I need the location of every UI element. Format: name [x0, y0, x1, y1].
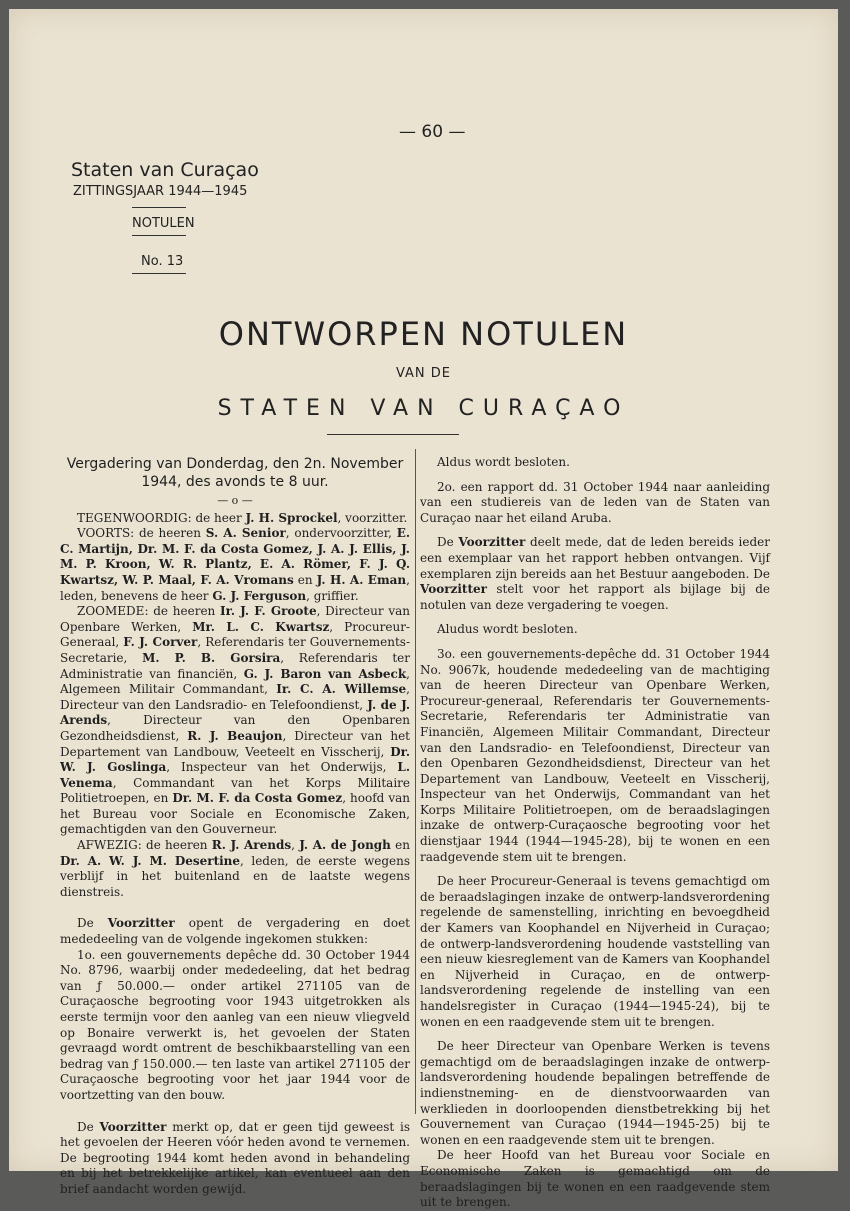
page-number: — 60 — — [399, 122, 466, 142]
document-page — [9, 9, 838, 1210]
column-divider — [415, 449, 416, 1114]
also-attending-paragraph: ZOOMEDE: de heeren Ir. J. F. Groote, Directeur van Openbare Werken, Mr. L. C. Kwartsz, Procureur-Generaal, F. J. Corver, Referendaris ter Gouvernements-Secretarie, M. P. B. Gorsira, Referendaris ter Administratie van financiën, G. J. Baron van Asbeck, Algemeen Militair Commandant, Ir. C. A. Willemse, Directeur van den Landsradio- en Telefoondienst, J. de J. Arends, Directeur van den Openbaren Gezondheidsdienst, R. J. Beaujon, Directeur van het Departement van Landbouw, Veeteelt en Visscherij, Dr. W. J. Goslinga, Inspecteur van het Onderwijs, L. Venema, Commandant van het Korps Militaire Politietroepen, en Dr. M. F. da Costa Gomez, hoofd van het Bureau voor Sociale en Economische Zaken, gemachtigden van den Gouverneur. — [60, 604, 411, 837]
issue-number: No. 13 — [141, 254, 184, 269]
header-title: Staten van Curaçao — [71, 159, 259, 181]
procureur-paragraph: De heer Procureur-Generaal is tevens gemachtigd om de beraadslagingen inzake de ontwerp-landsverordening regelende de samenstelling, inrichting en bevoegdheid der Kamers van Koophandel en Nijverheid in Curaçao; de ontwerp-landsverordening houdende vaststelling van een nieuw kiesreglement van de Kamers van Koophandel en Nijverheid in Curaçao, en de ontwerp-landsverordening regelende de instelling van een handelsregister in Curaçao (1944—1945-24), bij te wonen en een raadgevende stem uit te brengen. — [420, 874, 770, 1029]
title-underline — [327, 434, 459, 435]
separator: — o — — [217, 494, 253, 507]
subtitle-staten: STATEN VAN CURAÇAO — [217, 396, 630, 421]
absent-paragraph: AFWEZIG: de heeren R. J. Arends, J. A. de Jongh en Dr. A. W. J. M. Desertine, leden, de eerste wegens verblijf in het buitenland en de laatste wegens dienstreis. — [60, 838, 410, 899]
meeting-line: Vergadering van Donderdag, den 2n. November 1944, des avonds te 8 uur. — [66, 456, 404, 490]
remark-paragraph: De Voorzitter merkt op, dat er geen tijd geweest is het gevoelen der Heeren vóór heden avond te vernemen. De begrooting 1944 komt heden avond in behandeling en bij het betrekkelijke artikel, kan eventueel aan den brief aandacht worden gewijd. — [60, 1119, 411, 1196]
right-column — [420, 455, 770, 1211]
session-year: ZITTINGSJAAR 1944—1945 — [73, 184, 248, 199]
present-paragraph: TEGENWOORDIG: de heer J. H. Sprockel, voorzitter. — [77, 510, 408, 525]
header-rule — [132, 273, 186, 274]
item-3-paragraph: 3o. een gouvernements-depêche dd. 31 October 1944 No. 9067k, houdende mededeeling van de machtiging van de heeren Directeur van Openbare Werken, Procureur-generaal, Referendaris ter Gouvernements-Secretarie, Referendaris ter Administratie van Financiën, Algemeen Militair Commandant, Directeur van den Landsradio- en Telefoondienst, Directeur van den Openbaren Gezondheidsdienst, Directeur van het Departement van Landbouw, Veeteelt en Visscherij, Inspecteur van het Onderwijs, Commandant van het Korps Militaire Politietroepen, om de beraadslagingen inzake de ontwerp-Curaçaosche begrooting voor het dienstjaar 1944 (1944—1945-28), bij te wonen en een raadgevende stem uit te brengen. — [420, 646, 770, 864]
also-present-paragraph: VOORTS: de heeren S. A. Senior, ondervoorzitter, E. C. Martijn, Dr. M. F. da Costa Gomez, J. A. J. Ellis, J. M. P. Kroon, W. R. Plantz, E. A. Römer, F. J. Q. Kwartsz, W. P. Maal, F. A. Vromans en J. H. A. Eman, leden, benevens de heer G. J. Ferguson, griffier. — [60, 526, 411, 603]
decision-paragraph: Aludus wordt besloten. — [437, 622, 578, 637]
item-1-paragraph: 1o. een gouvernements depêche dd. 30 October 1944 No. 8796, waarbij onder mededeeling, dat het bedrag van ƒ 50.000.— onder artikel 271105 van de Curaçaosche begrooting voor 1943 uitgetrokken als eerste termijn voor den aanleg van een nieuw vliegveld op Bonaire verwerkt is, het gevoelen der Staten gevraagd wordt omtrent de beschikbaarstelling van een bedrag van ƒ 150.000.— ten laste van artikel 271105 der Curaçaosche begrooting voor het jaar 1944 voor de voortzetting van den bouw. — [60, 947, 410, 1102]
left-column — [60, 455, 410, 1198]
section-label: NOTULEN — [132, 216, 195, 231]
main-title: ONTWORPEN NOTULEN — [218, 315, 629, 353]
bureau-paragraph: De heer Hoofd van het Bureau voor Sociale en Economische Zaken is gemachtigd om de beraadslagingen bij te wonen en een raadgevende stem uit te brengen. — [420, 1148, 770, 1210]
item-2-paragraph: 2o. een rapport dd. 31 October 1944 naar aanleiding van een studiereis van de leden van de Staten van Curaçao naar het eiland Aruba. — [420, 479, 770, 525]
decision-paragraph: Aldus wordt besloten. — [437, 455, 570, 469]
opening-paragraph: De Voorzitter opent de vergadering en doet mededeeling van de volgende ingekomen stukken: — [60, 916, 411, 947]
openbare-werken-paragraph: De heer Directeur van Openbare Werken is tevens gemachtigd om de beraadslagingen inzake de ontwerp-landsverordening houdende bepalingen betreffende de indienstneming- en de dienstvoorwaarden van werklieden in doorloopenden dienstbetrekking bij het Gouvernement van Curaçao (1944—1945-25) bij te wonen en een raadgevende stem uit te brengen. — [420, 1039, 770, 1147]
header-rule — [132, 235, 186, 236]
header-rule — [132, 207, 186, 208]
report-paragraph: De Voorzitter deelt mede, dat de leden bereids ieder een exemplaar van het rapport hebben ontvangen. Vijf exemplaren zijn bereids aan het Bestuur aangeboden. De Voorzitter stelt voor het rapport als bijlage bij de notulen van deze vergadering te voegen. — [420, 535, 770, 612]
subtitle-van-de: VAN DE — [395, 366, 452, 381]
